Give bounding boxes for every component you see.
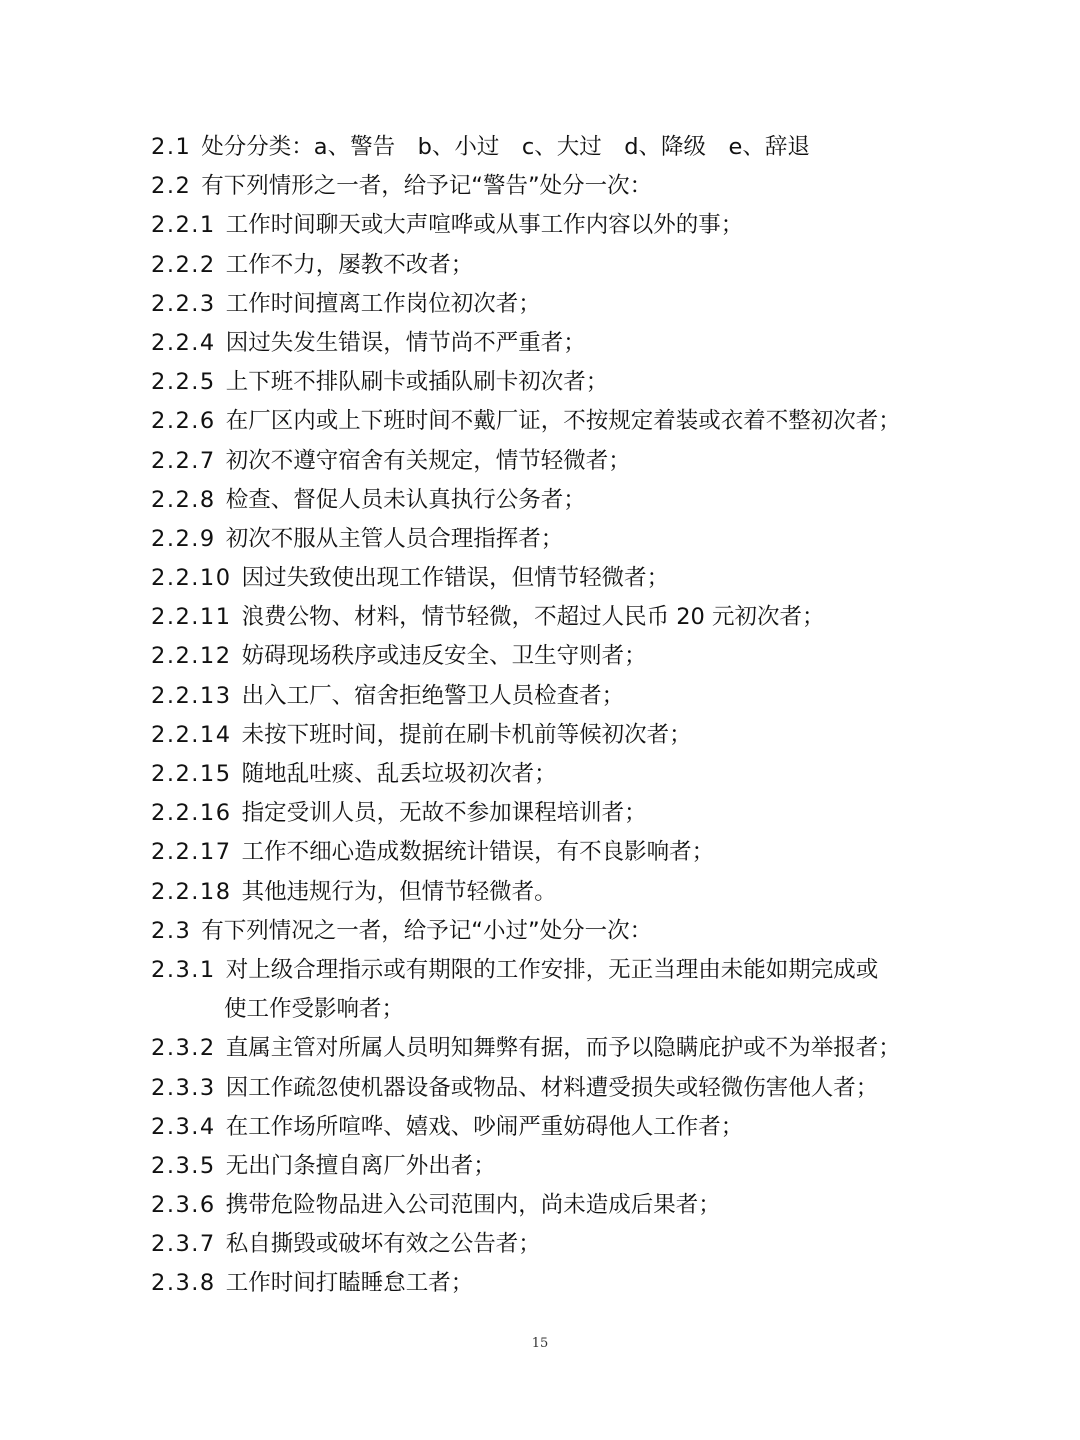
clause-number: 2.2.8 — [151, 486, 216, 513]
clause-text: 工作不力，屡教不改者； — [225, 251, 474, 278]
clause-text: 无出门条擅自离厂外出者； — [225, 1152, 496, 1179]
clause-line — [151, 402, 951, 441]
clause-text: 初次不服从主管人员合理指挥者； — [225, 525, 564, 552]
clause-text: 私自撕毁或破坏有效之公告者； — [225, 1231, 541, 1258]
clause-line — [151, 1186, 951, 1225]
clause-line — [151, 520, 951, 559]
clause-number: 2.3.5 — [151, 1152, 216, 1179]
clause-number: 2.2.11 — [151, 604, 232, 631]
clause-text: 上下班不排队刷卡或插队刷卡初次者； — [225, 369, 609, 396]
clause-line — [151, 559, 951, 598]
clause-line — [151, 1069, 951, 1108]
clause-text: 工作时间聊天或大声喧哗或从事工作内容以外的事； — [225, 212, 744, 239]
clause-number: 2.3.7 — [151, 1231, 216, 1258]
clause-line — [151, 637, 951, 676]
clause-line — [151, 716, 951, 755]
clause-number: 2.2.15 — [151, 761, 232, 787]
clause-line — [151, 1225, 951, 1264]
clause-text: 在厂区内或上下班时间不戴厂证，不按规定着装或衣着不整初次者； — [225, 408, 901, 435]
clause-text: 未按下班时间，提前在刷卡机前等候初次者； — [241, 721, 692, 748]
page-number: 15 — [531, 1336, 549, 1351]
clause-continuation-line — [151, 990, 951, 1029]
clause-line — [151, 167, 951, 206]
clause-number: 2.2.13 — [151, 682, 232, 709]
clause-number: 2.2.1 — [151, 212, 216, 239]
clause-text: 其他违规行为，但情节轻微者。 — [241, 878, 557, 905]
clause-text: 在工作场所喧哗、嬉戏、吵闹严重妨碍他人工作者； — [225, 1113, 744, 1140]
clause-line — [151, 324, 951, 363]
clause-line — [151, 794, 951, 833]
clause-text: 浪费公物、材料，情节轻微，不超过人民币 20 元初次者； — [241, 604, 825, 631]
clause-number: 2.2.2 — [151, 251, 216, 278]
clause-line — [151, 481, 951, 520]
clause-text: 检查、督促人员未认真执行公务者； — [225, 486, 586, 513]
clause-number: 2.2.5 — [151, 369, 216, 396]
clause-line — [151, 833, 951, 872]
clause-line — [151, 1147, 951, 1186]
clause-text: 工作时间打瞌睡怠工者； — [225, 1270, 474, 1297]
clause-line — [151, 363, 951, 402]
clause-line — [151, 677, 951, 716]
clause-text: 处分分类：a、警告 b、小过 c、大过 d、降级 e、辞退 — [201, 134, 810, 160]
clause-number: 2.3.2 — [151, 1035, 216, 1062]
clause-number: 2.2.10 — [151, 565, 232, 592]
clause-line — [151, 285, 951, 324]
clause-text: 工作时间擅离工作岗位初次者； — [225, 290, 541, 317]
clause-number: 2.3.3 — [151, 1074, 216, 1101]
clause-text: 使工作受影响者； — [224, 996, 405, 1023]
clause-text: 妨碍现场秩序或违反安全、卫生守则者； — [241, 643, 647, 670]
clause-text: 对上级合理指示或有期限的工作安排，无正当理由未能如期完成或 — [225, 956, 879, 983]
clause-number: 2.3.1 — [151, 956, 216, 983]
clause-text: 因工作疏忽使机器设备或物品、材料遭受损失或轻微伤害他人者； — [225, 1074, 879, 1101]
clause-text: 有下列情形之一者，给予记“警告”处分一次： — [201, 173, 653, 200]
clause-number: 2.2.7 — [151, 447, 216, 474]
clause-text: 因过失致使出现工作错误，但情节轻微者； — [241, 565, 670, 592]
clause-number: 2.1 — [151, 134, 192, 160]
clause-line — [151, 442, 951, 481]
clause-line — [151, 951, 951, 990]
clause-text: 携带危险物品进入公司范围内，尚未造成后果者； — [225, 1192, 721, 1219]
clause-text: 随地乱吐痰、乱丢垃圾初次者； — [241, 761, 557, 787]
clause-line — [151, 873, 951, 912]
clause-number: 2.2.18 — [151, 878, 232, 905]
clause-line — [151, 1264, 951, 1303]
clause-number: 2.3.8 — [151, 1270, 216, 1297]
clause-text: 直属主管对所属人员明知舞弊有据，而予以隐瞒庇护或不为举报者； — [225, 1035, 901, 1062]
clause-number: 2.2.12 — [151, 643, 232, 670]
clause-number: 2.2 — [151, 173, 192, 200]
clause-line — [151, 206, 951, 245]
clause-text: 指定受训人员，无故不参加课程培训者； — [241, 800, 647, 827]
clause-number: 2.2.4 — [151, 329, 216, 356]
clause-text: 因过失发生错误，情节尚不严重者； — [225, 329, 586, 356]
clause-number: 2.3.6 — [151, 1192, 216, 1219]
clause-line — [151, 912, 951, 951]
clause-line — [151, 128, 951, 167]
clause-text: 工作不细心造成数据统计错误，有不良影响者； — [241, 839, 715, 866]
clause-line — [151, 1108, 951, 1147]
clause-text: 初次不遵守宿舍有关规定，情节轻微者； — [225, 447, 631, 474]
clause-line — [151, 246, 951, 285]
clause-number: 2.3.4 — [151, 1113, 216, 1140]
clause-line — [151, 598, 951, 637]
clause-line — [151, 1029, 951, 1068]
clause-number: 2.2.3 — [151, 290, 216, 317]
clause-number: 2.2.14 — [151, 721, 232, 748]
clause-line — [151, 755, 951, 794]
clause-number: 2.2.9 — [151, 525, 216, 552]
clause-text: 有下列情况之一者，给予记“小过”处分一次： — [201, 917, 653, 944]
clause-number: 2.2.6 — [151, 408, 216, 435]
clause-text: 出入工厂、宿舍拒绝警卫人员检查者； — [241, 682, 625, 709]
regulation-list — [151, 128, 951, 1304]
clause-number: 2.3 — [151, 917, 192, 944]
clause-number: 2.2.17 — [151, 839, 232, 866]
clause-number: 2.2.16 — [151, 800, 232, 827]
